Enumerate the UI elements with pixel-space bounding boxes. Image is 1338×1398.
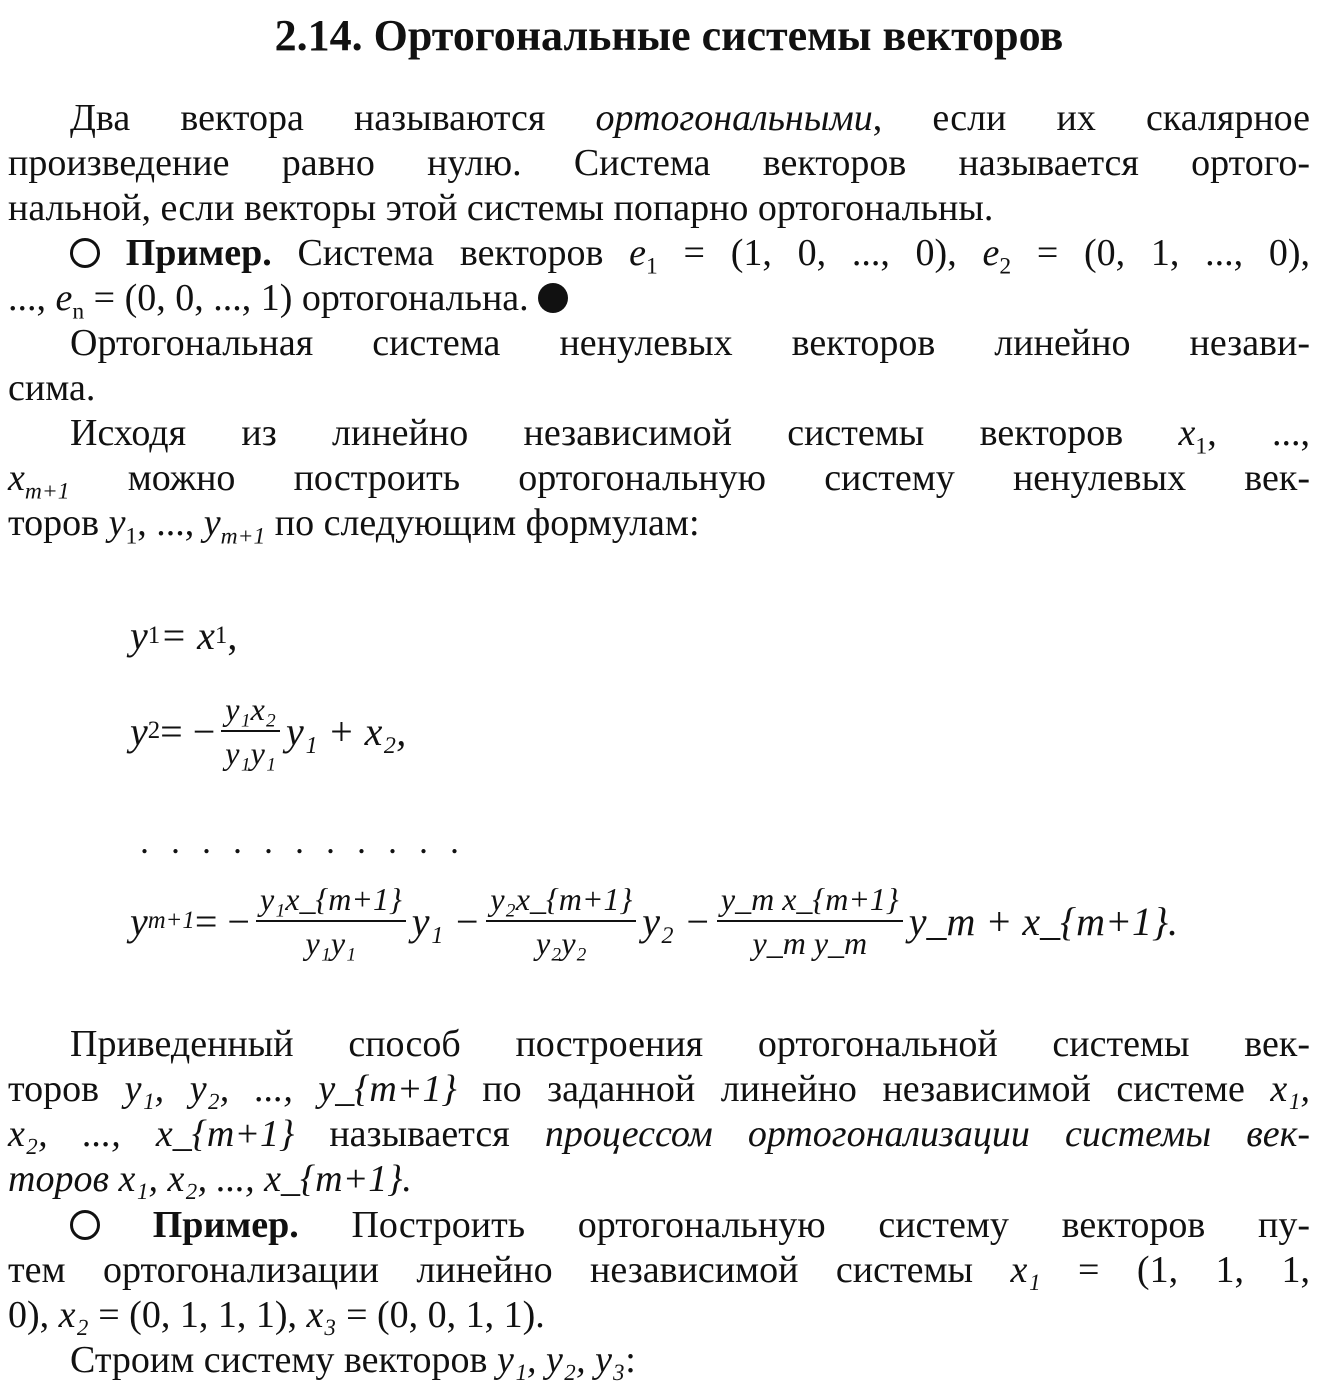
text: , ..., (137, 502, 204, 544)
math-expr: x₁, x₂, ..., x_{m+1}. (108, 1158, 412, 1200)
math-expr: y_m + x_{m+1}. (908, 898, 1178, 944)
math-expr: x₂, ..., x_{m+1} (8, 1113, 295, 1155)
text: = (1, 1, 1, (1040, 1249, 1310, 1291)
math-var: x₁ (1010, 1249, 1041, 1291)
text-line (8, 1067, 1310, 1112)
text-line (8, 1248, 1310, 1293)
text: по следующим формулам: (265, 502, 700, 544)
fraction (486, 880, 636, 962)
paragraph-process-definition (8, 1022, 1310, 1202)
emphasis-term: ортогональными (595, 97, 873, 139)
math-var: x (8, 457, 25, 499)
fraction (256, 880, 406, 962)
math-sub: m+1 (220, 523, 266, 550)
math-var: e (982, 232, 1000, 274)
text: ..., (8, 277, 56, 319)
text: = (0, 0, 1, 1). (336, 1294, 545, 1336)
formula-ellipsis: ........... (140, 821, 481, 861)
fraction-numerator: y₁x₂ (221, 690, 280, 732)
math-punct: , (227, 613, 238, 658)
example-1 (8, 231, 1310, 325)
formula-ym1: y m+1 = − $\frac{\text{y₁x\_\{m+1\}}}{\text{y₁y₁}}$ y₁ − $\frac{\text{y₂x\_\{m+1\}}}{\text{y₂y₂}}$ y₂ − $\frac{\text{y\_m x\_\{m+1\}}}{\text{y\_m y\_m}}$ y_m + x_{m+1}. (130, 881, 1178, 961)
fraction (717, 880, 903, 962)
text: можно построить ортогональную систему ненулевых век- (69, 457, 1310, 499)
text-line (8, 411, 1311, 460)
example-end-filled-circle-icon (538, 283, 568, 313)
fraction-numerator: y₁x_{m+1} (256, 880, 406, 922)
text-line (8, 1338, 1310, 1383)
text: Система векторов (271, 232, 630, 274)
text-line (8, 96, 1310, 141)
text: = (0, 1, ..., 0), (1011, 232, 1310, 274)
paragraph-definition (8, 96, 1310, 231)
text-line (8, 501, 1310, 550)
math-var: x₂ (58, 1294, 89, 1336)
math-var: y (108, 502, 126, 544)
math-var: x (1178, 412, 1196, 454)
example-label: Пример. (125, 232, 272, 274)
text: торов (8, 1068, 125, 1110)
text-line (8, 1157, 1310, 1202)
math-op: = − (194, 898, 250, 944)
text-line (8, 1203, 1310, 1248)
formula-y1: y 1 = x 1 , (130, 613, 238, 658)
math-var: e (629, 232, 647, 274)
math-sub: m+1 (24, 478, 70, 505)
math-var: e (55, 277, 73, 319)
example-2 (8, 1203, 1310, 1383)
text: Два вектора называются (70, 97, 596, 139)
math-expr: y₁, y₂, y₃ (496, 1339, 626, 1381)
fraction-denominator: y₁y₁ (225, 735, 276, 771)
text-line (8, 1293, 1310, 1338)
math-var: y (130, 613, 148, 658)
fraction (221, 690, 280, 772)
text: называется (294, 1113, 545, 1155)
math-expr: y₂ − (642, 898, 711, 944)
math-var: x₃ (306, 1294, 337, 1336)
text: : (625, 1339, 636, 1381)
math-expr: y₁, y₂, ..., y_{m+1} (124, 1068, 457, 1110)
text-line: произведение равно нулю. Система векторов называется ортого- (8, 142, 1310, 184)
fraction-denominator: y_m y_m (752, 925, 868, 961)
math-expr: y₁ + x₂, (285, 708, 407, 754)
fraction-denominator: y₁y₁ (305, 925, 357, 961)
text: торов (8, 502, 109, 544)
math-var: y (130, 898, 148, 944)
text: тем ортогонализации линейно независимой системы (8, 1249, 1011, 1291)
math-expr: y₁ − (411, 898, 481, 944)
text: = (0, 0, ..., 1) ортогональна. (84, 277, 529, 319)
text: Построить ортогональную систему векторов пу- (298, 1204, 1311, 1246)
text: Исходя из линейно независимой системы векторов (70, 412, 1179, 454)
formula-y2: y 2 = − $\frac{\text{y₁x₂}}{\text{y₁y₁}}$ y₁ + x₂, (130, 691, 407, 771)
math-sub: n (72, 298, 85, 325)
text: 0), (8, 1294, 59, 1336)
fraction-numerator: y₂x_{m+1} (486, 880, 636, 922)
math-sub: 1 (1195, 433, 1208, 460)
text-line: сима. (8, 367, 96, 409)
math-expr: x₁, (1270, 1068, 1310, 1110)
text-line (8, 231, 1310, 280)
example-open-circle-icon (70, 238, 100, 268)
fraction-numerator: y_m x_{m+1} (717, 880, 903, 922)
math-expr: = x (160, 613, 215, 658)
math-sub: 1 (646, 253, 658, 280)
fraction-denominator: y₂y₂ (536, 925, 587, 961)
paragraph-independence (8, 321, 1310, 411)
section-heading: 2.14. Ортогональные системы векторов (274, 11, 1064, 60)
text: = (0, 1, 1, 1), (88, 1294, 307, 1336)
example-label: Пример. (152, 1204, 299, 1246)
text-line (8, 276, 1310, 325)
example-open-circle-icon (70, 1210, 100, 1240)
text-line: нальной, если векторы этой системы попарно ортогональны. (8, 187, 994, 229)
text: Строим систему векторов (70, 1339, 497, 1381)
text: = (1, 0, ..., 0), (657, 232, 983, 274)
math-sub: 2 (999, 253, 1012, 280)
text-line: Ортогональная система ненулевых векторов линейно незави- (70, 322, 1310, 364)
math-sub: 1 (125, 523, 138, 550)
text-line (8, 1112, 1310, 1157)
text: , ..., (1207, 412, 1311, 454)
text-line (8, 456, 1310, 505)
math-var: y (130, 708, 148, 754)
text-line: Приведенный способ построения ортогональной системы век- (70, 1023, 1310, 1065)
paragraph-construction (8, 411, 1311, 550)
emphasis-term: торов (8, 1158, 109, 1200)
text: , если их скалярное (872, 97, 1310, 139)
text: по заданной линейно независимой системе (456, 1068, 1271, 1110)
emphasis-term: процессом ортогонализации системы век- (544, 1113, 1311, 1155)
math-var: y (203, 502, 221, 544)
math-op: = − (160, 708, 216, 754)
